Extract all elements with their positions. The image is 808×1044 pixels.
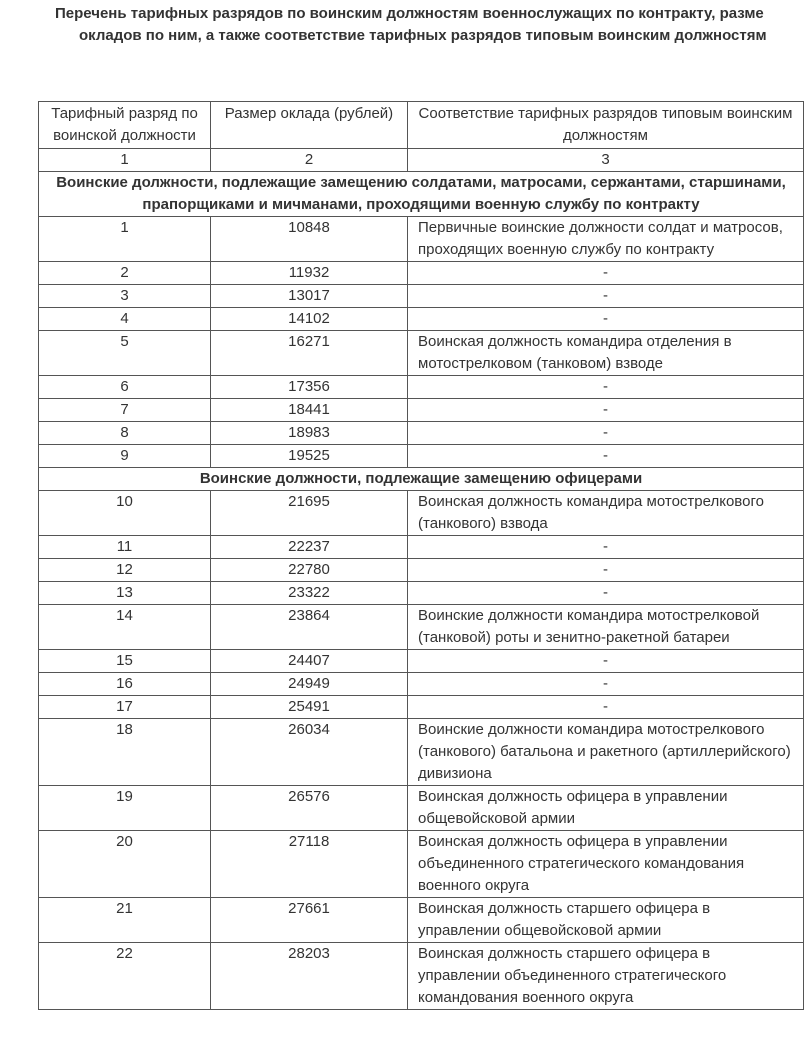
position-cell: - bbox=[408, 536, 804, 559]
grade-cell: 10 bbox=[39, 491, 211, 536]
salary-cell: 22780 bbox=[211, 559, 408, 582]
position-cell: Воинская должность старшего офицера в управлении объединенного стратегического командования военного округа bbox=[408, 943, 804, 1010]
grade-cell: 13 bbox=[39, 582, 211, 605]
grade-cell: 9 bbox=[39, 445, 211, 468]
grade-cell: 15 bbox=[39, 650, 211, 673]
salary-cell: 27661 bbox=[211, 898, 408, 943]
salary-cell: 22237 bbox=[211, 536, 408, 559]
grade-cell: 20 bbox=[39, 831, 211, 898]
table-row bbox=[39, 696, 804, 719]
grade-cell: 4 bbox=[39, 308, 211, 331]
grade-cell: 22 bbox=[39, 943, 211, 1010]
salary-cell: 10848 bbox=[211, 217, 408, 262]
salary-cell: 11932 bbox=[211, 262, 408, 285]
table-row bbox=[39, 582, 804, 605]
column-number-2: 2 bbox=[211, 149, 408, 172]
table-row bbox=[39, 376, 804, 399]
grade-cell: 19 bbox=[39, 786, 211, 831]
grade-cell: 21 bbox=[39, 898, 211, 943]
section-header-row bbox=[39, 468, 804, 491]
salary-cell: 21695 bbox=[211, 491, 408, 536]
salary-cell: 23864 bbox=[211, 605, 408, 650]
position-cell: Воинская должность старшего офицера в управлении общевойсковой армии bbox=[408, 898, 804, 943]
salary-cell: 23322 bbox=[211, 582, 408, 605]
grade-cell: 8 bbox=[39, 422, 211, 445]
position-cell: Воинская должность командира мотострелкового (танкового) взвода bbox=[408, 491, 804, 536]
position-cell: Воинские должности командира мотострелкового (танкового) батальона и ракетного (артиллерийского) дивизиона bbox=[408, 719, 804, 786]
column-number-3: 3 bbox=[408, 149, 804, 172]
position-cell: - bbox=[408, 262, 804, 285]
section-header-row bbox=[39, 172, 804, 217]
position-cell: - bbox=[408, 285, 804, 308]
table-row bbox=[39, 445, 804, 468]
table-row bbox=[39, 650, 804, 673]
position-cell: - bbox=[408, 308, 804, 331]
salary-cell: 17356 bbox=[211, 376, 408, 399]
table-row bbox=[39, 673, 804, 696]
position-cell: - bbox=[408, 582, 804, 605]
position-cell: - bbox=[408, 445, 804, 468]
position-cell: - bbox=[408, 399, 804, 422]
section-title: Воинские должности, подлежащие замещению солдатами, матросами, сержантами, старшинами, прапорщиками и мичманами, проходящими военную службу по контракту bbox=[39, 172, 804, 217]
salary-cell: 13017 bbox=[211, 285, 408, 308]
salary-cell: 27118 bbox=[211, 831, 408, 898]
position-cell: Воинские должности командира мотострелковой (танковой) роты и зенитно-ракетной батареи bbox=[408, 605, 804, 650]
section-title: Воинские должности, подлежащие замещению офицерами bbox=[39, 468, 804, 491]
table-row bbox=[39, 605, 804, 650]
document-title bbox=[0, 3, 808, 47]
position-cell: - bbox=[408, 696, 804, 719]
grade-cell: 14 bbox=[39, 605, 211, 650]
grade-cell: 11 bbox=[39, 536, 211, 559]
salary-cell: 14102 bbox=[211, 308, 408, 331]
grade-cell: 2 bbox=[39, 262, 211, 285]
position-cell: - bbox=[408, 650, 804, 673]
document-title-line-1: Перечень тарифных разрядов по воинским должностям военнослужащих по контракту, разме bbox=[55, 5, 764, 22]
table-row bbox=[39, 943, 804, 1010]
salary-cell: 18983 bbox=[211, 422, 408, 445]
table-row bbox=[39, 719, 804, 786]
table-row bbox=[39, 331, 804, 376]
table-row bbox=[39, 308, 804, 331]
header-grade: Тарифный разряд по воинской должности bbox=[39, 102, 211, 149]
salary-cell: 25491 bbox=[211, 696, 408, 719]
position-cell: Первичные воинские должности солдат и матросов, проходящих военную службу по контракту bbox=[408, 217, 804, 262]
salary-cell: 16271 bbox=[211, 331, 408, 376]
table-row bbox=[39, 831, 804, 898]
table-row bbox=[39, 536, 804, 559]
grade-cell: 17 bbox=[39, 696, 211, 719]
header-position: Соответствие тарифных разрядов типовым воинским должностям bbox=[408, 102, 804, 149]
table-row bbox=[39, 399, 804, 422]
salary-cell: 24949 bbox=[211, 673, 408, 696]
table-row bbox=[39, 285, 804, 308]
position-cell: - bbox=[408, 422, 804, 445]
table-header-row bbox=[39, 102, 804, 149]
header-salary: Размер оклада (рублей) bbox=[211, 102, 408, 149]
position-cell: - bbox=[408, 673, 804, 696]
table-row bbox=[39, 262, 804, 285]
column-numbers-row bbox=[39, 149, 804, 172]
table-row bbox=[39, 217, 804, 262]
position-cell: Воинская должность офицера в управлении объединенного стратегического командования военного округа bbox=[408, 831, 804, 898]
salary-cell: 19525 bbox=[211, 445, 408, 468]
document-title-line-2: окладов по ним, а также соответствие тарифных разрядов типовым воинским должностям bbox=[79, 27, 767, 44]
table-row bbox=[39, 491, 804, 536]
table-row bbox=[39, 786, 804, 831]
grade-cell: 3 bbox=[39, 285, 211, 308]
grade-cell: 18 bbox=[39, 719, 211, 786]
table-row bbox=[39, 898, 804, 943]
grade-cell: 5 bbox=[39, 331, 211, 376]
salary-cell: 24407 bbox=[211, 650, 408, 673]
tariff-table-container bbox=[38, 101, 808, 1044]
position-cell: - bbox=[408, 376, 804, 399]
tariff-table bbox=[38, 101, 804, 1010]
salary-cell: 26034 bbox=[211, 719, 408, 786]
grade-cell: 16 bbox=[39, 673, 211, 696]
salary-cell: 18441 bbox=[211, 399, 408, 422]
position-cell: Воинская должность офицера в управлении общевойсковой армии bbox=[408, 786, 804, 831]
salary-cell: 26576 bbox=[211, 786, 408, 831]
table-row bbox=[39, 559, 804, 582]
grade-cell: 12 bbox=[39, 559, 211, 582]
salary-cell: 28203 bbox=[211, 943, 408, 1010]
grade-cell: 6 bbox=[39, 376, 211, 399]
grade-cell: 7 bbox=[39, 399, 211, 422]
table-row bbox=[39, 422, 804, 445]
position-cell: - bbox=[408, 559, 804, 582]
position-cell: Воинская должность командира отделения в мотострелковом (танковом) взводе bbox=[408, 331, 804, 376]
grade-cell: 1 bbox=[39, 217, 211, 262]
column-number-1: 1 bbox=[39, 149, 211, 172]
